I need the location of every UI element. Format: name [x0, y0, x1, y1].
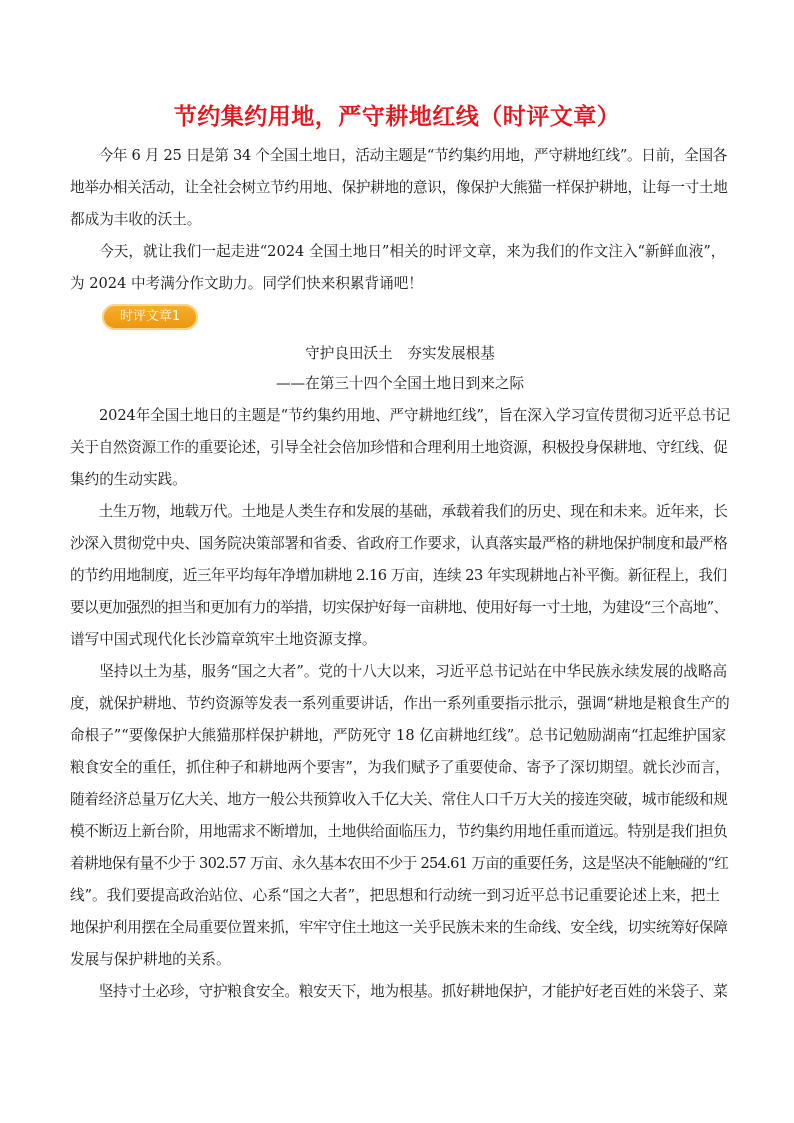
section-badge: 时评文章1 — [102, 304, 198, 330]
paragraph-line: 粮食安全的重任，抓住种子和耕地两个要害”，为我们赋予了重要使命、寄予了深切期望。就长沙而言， — [70, 759, 730, 776]
paragraph-line: 地保护利用摆在全局重要位置来抓，牢牢守住土地这一关乎民族未来的生命线、安全线，切实统筹好保障 — [70, 919, 728, 936]
intro-paragraph-2 — [70, 236, 730, 300]
paragraph-line: 沙深入贯彻党中央、国务院决策部署和省委、省政府工作要求，认真落实最严格的耕地保护制度和最严格 — [70, 535, 728, 552]
paragraph-line: 命根子”“要像保护大熊猫那样保护耕地，严防死守 18 亿亩耕地红线”。总书记勉励湖南“扛起维护国家 — [70, 727, 727, 744]
paragraph-line: 2024年全国土地日的主题是“节约集约用地、严守耕地红线”，旨在深入学习宣传贯彻习近平总书记 — [70, 407, 731, 424]
article-paragraph-1 — [70, 400, 730, 496]
paragraph-line: 要以更加强烈的担当和更加有力的举措，切实保护好每一亩耕地、使用好每一寸土地，为建设“三个高地”、 — [70, 599, 728, 616]
document-title: 节约集约用地，严守耕地红线（时评文章） — [173, 104, 621, 130]
paragraph-line: 的节约用地制度，近三年平均每年净增加耕地 2.16 万亩，连续 23 年实现耕地占补平衡。新征程上，我们 — [70, 567, 727, 584]
article-paragraph-4 — [70, 976, 730, 1008]
paragraph-line: 模不断迈上新台阶，用地需求不断增加，土地供给面临压力，节约集约用地任重而道远。特别是我们担负 — [70, 823, 728, 840]
paragraph-line: 坚持以土为基，服务“国之大者”。党的十八大以来，习近平总书记站在中华民族永续发展的战略高 — [70, 663, 728, 680]
paragraph-line: 土生万物，地载万代。土地是人类生存和发展的基础，承载着我们的历史、现在和未来。近年来，长 — [70, 503, 728, 520]
paragraph-line: 关于自然资源工作的重要论述，引导全社会倍加珍惜和合理利用土地资源，积极投身保耕地、守红线、促 — [70, 439, 728, 456]
intro-p2-line: 为 2024 中考满分作文助力。同学们快来积累背诵吧！ — [70, 275, 423, 292]
paragraph-line: 谱写中国式现代化长沙篇章筑牢土地资源支撑。 — [70, 631, 377, 648]
intro-p2-line: 今天，就让我们一起走进“2024 全国土地日”相关的时评文章，来为我们的作文注入“新鲜血液”， — [70, 243, 726, 260]
article-paragraph-3 — [70, 656, 730, 976]
intro-p1-line: 都成为丰收的沃土。 — [70, 211, 202, 228]
paragraph-line: 随着经济总量万亿大关、地方一般公共预算收入千亿大关、常住人口千万大关的接连突破，城市能级和规 — [70, 791, 728, 808]
article-paragraph-2 — [70, 496, 730, 656]
intro-paragraph-1 — [70, 140, 730, 236]
paragraph-line: 着耕地保有量不少于 302.57 万亩、永久基本农田不少于 254.61 万亩的重要任务，这是坚决不能触碰的“红 — [70, 855, 729, 872]
article-heading: 守护良田沃土 夯实发展根基 — [305, 345, 495, 362]
paragraph-line: 发展与保护耕地的关系。 — [70, 951, 231, 968]
intro-p1-line: 地举办相关活动，让全社会树立节约用地、保护耕地的意识，像保护大熊猫一样保护耕地，让每一寸土地 — [70, 179, 728, 196]
paragraph-line: 坚持寸土必珍，守护粮食安全。粮安天下，地为根基。抓好耕地保护，才能护好老百姓的米袋子、菜 — [70, 983, 728, 1000]
paragraph-line: 线”。我们要提高政治站位、心系“国之大者”，把思想和行动统一到习近平总书记重要论述上来，把土 — [70, 887, 720, 904]
article-subheading: ——在第三十四个全国土地日到来之际 — [275, 375, 525, 392]
intro-p1-line: 今年 6 月 25 日是第 34 个全国土地日，活动主题是“节约集约用地，严守耕地红线”。日前，全国各 — [70, 147, 728, 164]
paragraph-line: 集约的生动实践。 — [70, 471, 187, 488]
paragraph-line: 度，就保护耕地、节约资源等发表一系列重要讲话，作出一系列重要指示批示，强调“耕地是粮食生产的 — [70, 695, 730, 712]
